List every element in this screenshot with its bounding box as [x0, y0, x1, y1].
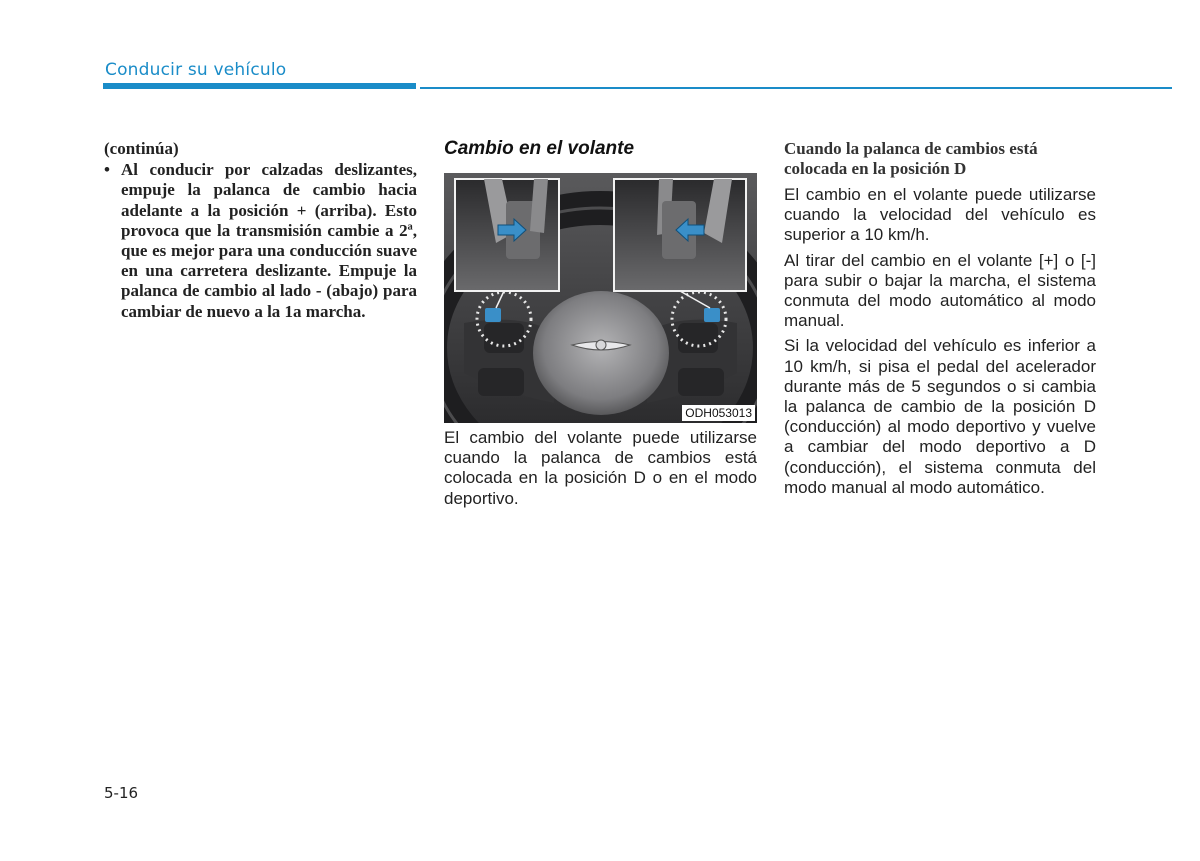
figure-caption: El cambio del volante puede utilizarse cuando la palanca de cambios está colocada en la posición D o en el modo deportivo.	[444, 428, 757, 508]
section-heading: Cambio en el volante	[444, 138, 635, 159]
paragraph: Si la velocidad del vehículo es inferior a 10 km/h, si pisa el pedal del acelerador durante más de 5 segundos o si cambia la palanca de cambio de la posición D (conducción) al modo deportivo y vuelve a cambiar del modo deportivo a D (conducción), el sistema conmuta del modo manual al modo automático.	[784, 336, 1096, 497]
steering-wheel-illustration	[444, 173, 757, 423]
paragraph: El cambio en el volante puede utilizarse cuando la velocidad del vehículo es superior a 10 km/h.	[784, 185, 1096, 245]
continued-label: (continúa)	[104, 139, 179, 158]
figure-code: ODH053013	[682, 405, 755, 421]
header-rule-thin	[420, 87, 1172, 89]
page-number: 5-16	[104, 784, 139, 802]
bullet-item	[104, 160, 417, 322]
subsection-heading: Cuando la palanca de cambios está colocada en la posición D	[784, 139, 1038, 178]
column-left	[104, 139, 417, 322]
column-right-body	[784, 185, 1096, 503]
bullet-marker: •	[104, 160, 110, 180]
bullet-text: Al conducir por calzadas deslizantes, empuje la palanca de cambio hacia adelante a la posición + (arriba). Esto provoca que la transmisión cambie a 2ª, que es mejor para una conducción suave en una carretera deslizante. Empuje la palanca de cambio al lado - (abajo) para cambiar de nuevo a la 1a marcha.	[121, 160, 417, 321]
section-title: Conducir su vehículo	[105, 60, 287, 80]
steering-wheel-figure	[444, 173, 757, 423]
header-rule-thick	[103, 83, 416, 89]
paragraph: Al tirar del cambio en el volante [+] o [-] para subir o bajar la marcha, el sistema conmuta del modo automático al modo manual.	[784, 250, 1096, 331]
